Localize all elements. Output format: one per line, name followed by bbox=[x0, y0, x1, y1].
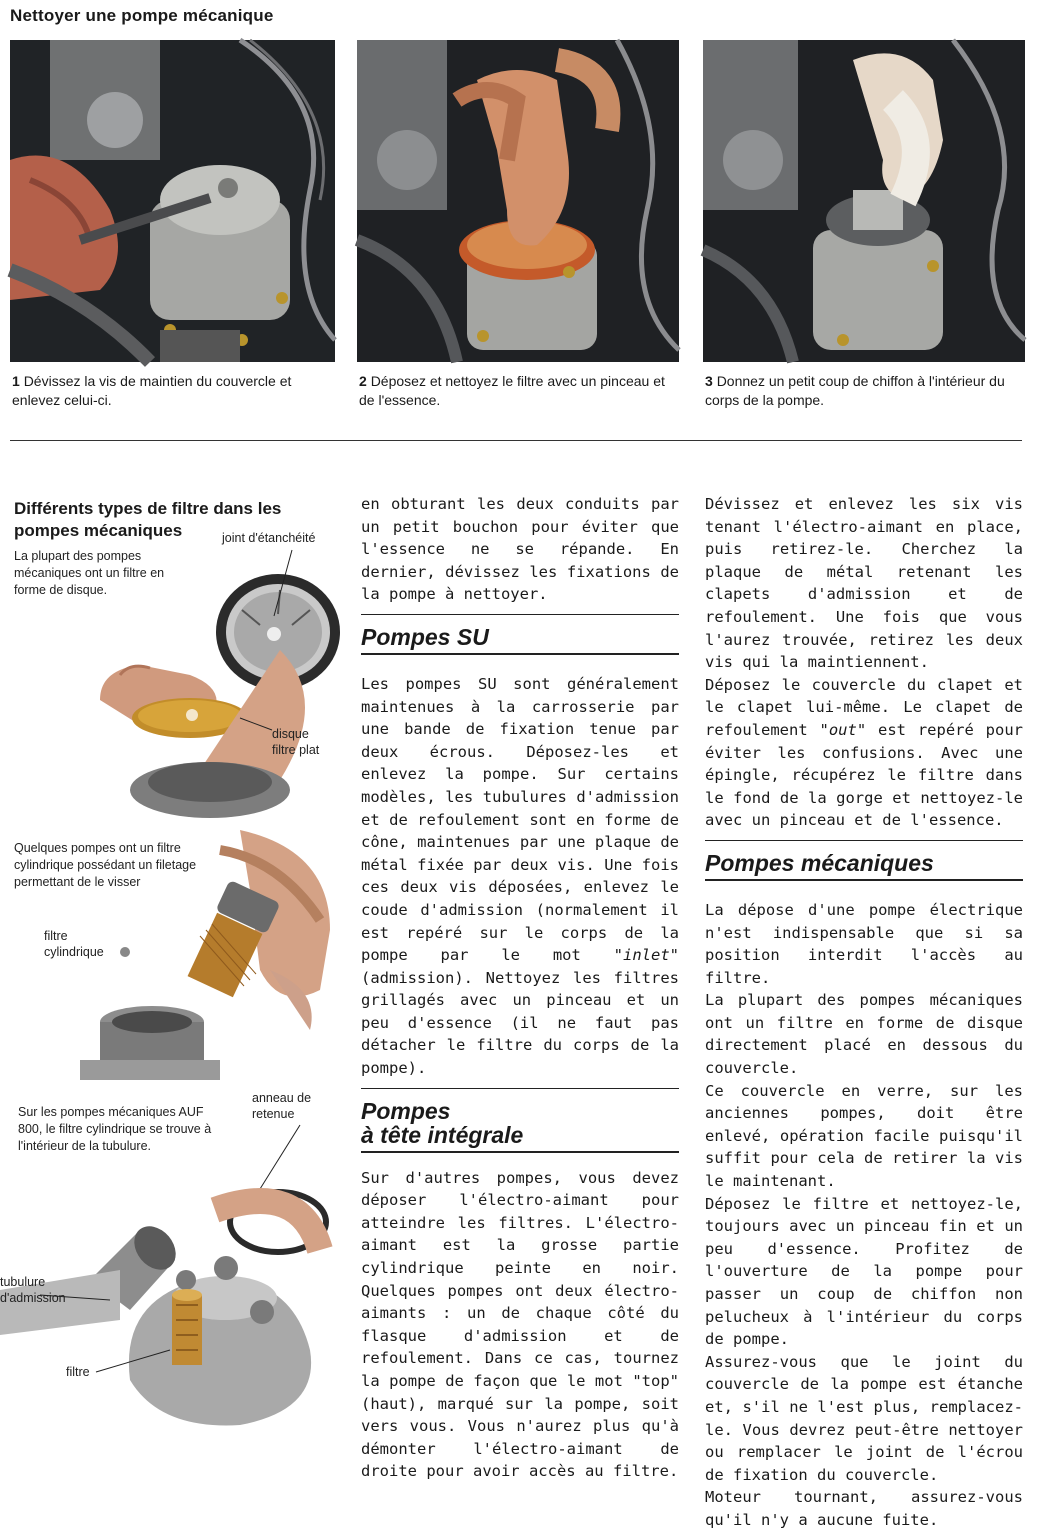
paragraph-clapet bbox=[705, 674, 1023, 832]
heading-rule bbox=[361, 1151, 679, 1153]
photo-step-1 bbox=[10, 40, 335, 362]
photo-step-2 bbox=[357, 40, 679, 362]
label-filtre: filtre bbox=[66, 1365, 90, 1379]
step-caption-3 bbox=[705, 372, 1025, 410]
heading-pompes-tete-integrale bbox=[361, 1099, 679, 1147]
paragraph-tete-integrale: Sur d'autres pompes, vous devez déposer l'électro-aimant pour atteindre les filtres. L'électro-aimant est la grosse partie cylindrique peinte en noir. Quelques pompes ont deux électro-aimants : un de chaque côté du flasque d'admission et de refoulement. Dans ce cas, tournez la pompe de façon que le mot "top" (haut), marqué sur la pompe, soit vers vous. Vous n'aurez plus qu'à démonter l'électro-aimant de droite pour avoir accès au filtre. bbox=[361, 1168, 679, 1481]
step-number: 1 bbox=[12, 373, 20, 389]
sidebar-caption-cylindrique: Quelques pompes ont un filtre cylindrique possédant un filetage permettant de le visser bbox=[14, 841, 197, 889]
heading-line: à tête intégrale bbox=[361, 1122, 524, 1149]
text-run: (admission). Nettoyez les filtres grillagés avec un pinceau et un peu d'essence (il ne faut pas détacher le filtre du corps de la pompe). bbox=[361, 968, 679, 1078]
paragraph-meca-1: La dépose d'une pompe électrique n'est indispensable que si sa position interdit l'accès au filtre. bbox=[705, 900, 1023, 987]
step-number: 2 bbox=[359, 373, 367, 389]
paragraph-meca-2: La plupart des pompes mécaniques ont un filtre en forme de disque directement placé en dessous du couvercle. bbox=[705, 991, 1023, 1078]
step-text: Dévissez la vis de maintien du couvercle et enlevez celui-ci. bbox=[12, 373, 292, 408]
heading-pompes-su: Pompes SU bbox=[361, 624, 489, 651]
text-run: Les pompes SU sont généralement maintenues à la carrosserie par une bande de fixation tenue par deux écrous. Déposez-les et enlevez la pompe. Sur certains modèles, les tubulures d'admission et de refoulement sont en forme de cône, maintenues par une plaque de métal fixée par deux vis. Une fois ces deux vis déposées, enlevez le coude d'admission (normalement il est repéré sur le corps de la pompe par le mot bbox=[361, 674, 679, 965]
paragraph-meca-6: Moteur tournant, assurez-vous qu'il n'y a aucune fuite. bbox=[705, 1488, 1023, 1529]
label-disque-filtre-plat: disque filtre plat bbox=[272, 727, 320, 757]
column-right bbox=[705, 493, 1023, 1532]
label-joint-etancheite: joint d'étanchéité bbox=[222, 531, 316, 545]
step-text: Déposez et nettoyez le filtre avec un pinceau et de l'essence. bbox=[359, 373, 665, 408]
step-caption-1 bbox=[12, 372, 337, 410]
text-run: Déposez le couvercle du clapet et le clapet lui-même. Le clapet de refoulement bbox=[705, 675, 1023, 739]
paragraph-electro-aimant: Dévissez et enlevez les six vis tenant l'électro-aimant en place, puis retirez-le. Cherchez la plaque de métal retenant les clapets d'admission et de refoulement. Une fois que vous l'aurez trouvée, retirez les deux vis qui la maintiennent. bbox=[705, 495, 1023, 672]
label-filtre-cylindrique: filtre cylindrique bbox=[44, 929, 104, 959]
text-inlet: "inlet" bbox=[613, 946, 679, 965]
heading-pompes-mecaniques: Pompes mécaniques bbox=[705, 850, 934, 877]
label-anneau-de-retenue: anneau de retenue bbox=[252, 1091, 312, 1121]
photo-step-3 bbox=[703, 40, 1025, 362]
heading-rule bbox=[705, 840, 1023, 842]
page-title: Nettoyer une pompe mécanique bbox=[10, 6, 274, 25]
sidebar-caption-disque: La plupart des pompes mécaniques ont un filtre en forme de disque. bbox=[14, 549, 165, 597]
sidebar-title: Différents types de filtre dans les pompes mécaniques bbox=[14, 499, 282, 540]
step-text: Donnez un petit coup de chiffon à l'intérieur du corps de la pompe. bbox=[705, 373, 1005, 408]
step-caption-2 bbox=[359, 372, 679, 410]
heading-rule bbox=[705, 879, 1023, 881]
paragraph-meca-3: Ce couvercle en verre, sur les anciennes pompes, doit être enlevé, opération facile puisqu'il suffit pour cela de retirer la vis le maintenant. bbox=[705, 1081, 1023, 1191]
label-tubulure-admission: tubulure d'admission bbox=[0, 1275, 66, 1305]
paragraph-intro: en obturant les deux conduits par un petit bouchon pour éviter que l'essence ne se répande. En dernier, dévissez les fixations de la pompe à nettoyer. bbox=[361, 495, 679, 604]
sidebar-caption-auf800: Sur les pompes mécaniques AUF 800, le filtre cylindrique se trouve à l'intérieur de la tubulure. bbox=[18, 1105, 212, 1153]
paragraph-meca-4: Déposez le filtre et nettoyez-le, toujours avec un pinceau fin et un peu d'essence. Profitez de l'ouverture de la pompe pour passer un coup de chiffon non pelucheux à l'intérieur du corps de pompe. bbox=[705, 1194, 1023, 1349]
illustration-disc-filter bbox=[60, 550, 340, 822]
text-out: "out" bbox=[819, 720, 867, 739]
step-number: 3 bbox=[705, 373, 713, 389]
section-divider bbox=[10, 440, 1022, 441]
heading-rule bbox=[361, 1088, 679, 1090]
heading-rule bbox=[361, 653, 679, 655]
heading-line: Pompes bbox=[361, 1098, 451, 1125]
text-run: est repéré pour éviter les confusions. Avec une épingle, récupérez le filtre dans le fond de la gorge et nettoyez-le avec un pinceau et de l'essence. bbox=[705, 720, 1024, 830]
heading-rule bbox=[361, 614, 679, 616]
paragraph-pompes-su bbox=[361, 673, 679, 1080]
paragraph-meca-5: Assurez-vous que le joint du couvercle de la pompe est étanche et, s'il ne l'est plus, remplacez-le. Vous devrez peut-être nettoyer ou remplacer le joint de l'écrou de fixation du couvercle. bbox=[705, 1352, 1023, 1484]
column-middle bbox=[361, 493, 679, 1483]
